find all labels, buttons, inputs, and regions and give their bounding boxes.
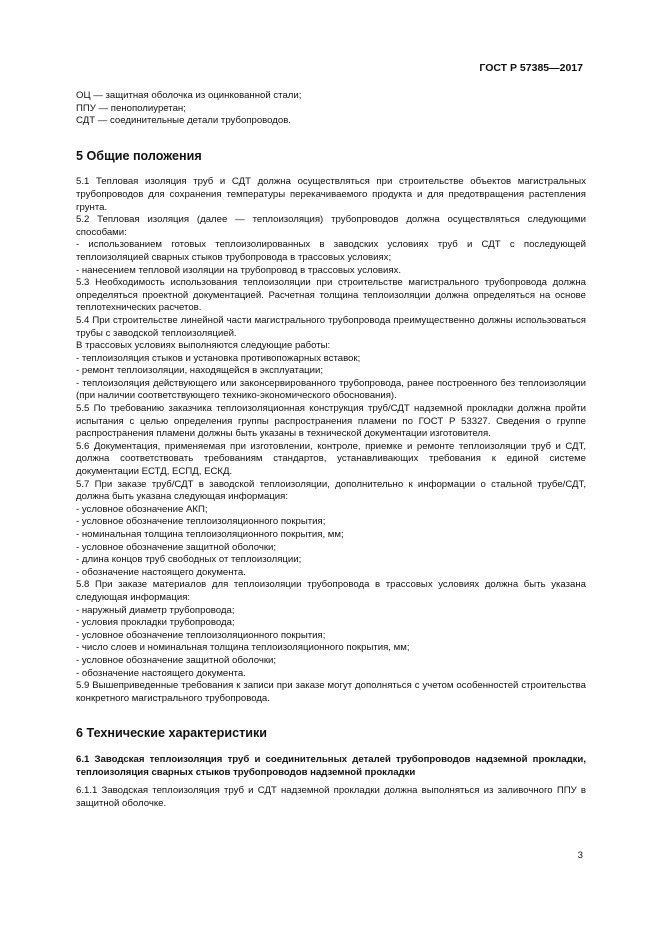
- list-item: - теплоизоляция действующего или законсервированного трубопровода, ранее построенного без теплоизоляции (при наличии соответствующего технико-экономического обоснования).: [76, 377, 586, 402]
- section-5-body: [76, 176, 586, 705]
- list-item: - условное обозначение теплоизоляционного покрытия;: [76, 516, 326, 528]
- list-item: - нанесением тепловой изоляции на трубопровод в трассовых условиях.: [76, 264, 402, 276]
- list-item: - номинальная толщина теплоизоляционного покрытия, мм;: [76, 529, 344, 540]
- document-code: ГОСТ Р 57385—2017: [479, 62, 583, 74]
- abbreviation-item: ОЦ — защитная оболочка из оцинкованной стали;: [76, 90, 302, 101]
- paragraph: 5.7 При заказе труб/СДТ в заводской теплоизоляции, дополнительно к информации о стальной трубе/СДТ, должна быть указана следующая информация:: [76, 478, 586, 503]
- paragraph: 5.8 При заказе материалов для теплоизоляции трубопровода в трассовых условиях должна быть указана следующая информация:: [76, 579, 586, 603]
- page-number: 3: [577, 850, 583, 861]
- abbreviation-item: СДТ — соединительные детали трубопроводов.: [76, 115, 291, 127]
- section-5-title: 5 Общие положения: [76, 148, 202, 163]
- page-content: [76, 90, 586, 810]
- abbreviation-list: [76, 90, 586, 128]
- list-item: - условное обозначение защитной оболочки;: [76, 541, 277, 553]
- list-item: - обозначение настоящего документа.: [76, 667, 246, 679]
- list-item: - условное обозначение теплоизоляционного покрытия;: [76, 629, 326, 641]
- paragraph: В трассовых условиях выполняются следующие работы:: [76, 340, 331, 352]
- subsection-6-1-title: 6.1 Заводская теплоизоляция труб и соединительных деталей трубопроводов надземной прокладки, теплоизоляция сварных стыков трубопроводов надземной прокладки: [76, 753, 586, 778]
- paragraph: 5.5 По требованию заказчика теплоизоляционная конструкция труб/СДТ надземной прокладки должна пройти испытания с целью определения группы распространения пламени по ГОСТ Р 53327. Сведения о группе распространения пламени должны быть указаны в технической документации изготовителя.: [76, 403, 586, 440]
- list-item: - ремонт теплоизоляции, находящейся в эксплуатации;: [76, 365, 324, 377]
- list-item: - условное обозначение защитной оболочки;: [76, 654, 277, 666]
- paragraph: 5.2 Тепловая изоляция (далее — теплоизоляция) трубопроводов должна осуществляться следующими способами:: [76, 214, 586, 238]
- list-item: - длина концов труб свободных от теплоизоляции;: [76, 554, 302, 566]
- paragraph: 5.3 Необходимость использования теплоизоляции при строительстве магистрального трубопровода должна определяться проектной документацией. Расчетная толщина теплоизоляции должна определяться на основе теплотехнических расчетов.: [76, 277, 586, 314]
- paragraph: 5.6 Документация, применяемая при изготовлении, контроле, приемке и ремонте теплоизоляции труб и СДТ, должна соответствовать требованиям стандартов, устанавливающих требования к единой системе документации ЕСТД, ЕСПД, ЕСКД.: [76, 440, 586, 478]
- list-item: - обозначение настоящего документа.: [76, 566, 246, 578]
- list-item: - теплоизоляция стыков и установка противопожарных вставок;: [76, 352, 361, 364]
- list-item: - число слоев и номинальная толщина теплоизоляционного покрытия, мм;: [76, 642, 410, 654]
- list-item: - использованием готовых теплоизолированных в заводских условиях труб и СДТ с последующей теплоизоляцией сварных стыков трубопровода в трассовых условиях;: [76, 239, 586, 263]
- paragraph: 5.9 Вышеприведенные требования к записи при заказе могут дополняться с учетом особенностей строительства конкретного магистрального трубопровода.: [76, 680, 586, 704]
- abbreviation-item: ППУ — пенополиуретан;: [76, 102, 186, 114]
- paragraph: 5.4 При строительстве линейной части магистрального трубопровода преимущественно должны использоваться трубы с заводской теплоизоляцией.: [76, 314, 586, 339]
- paragraph: 6.1.1 Заводская теплоизоляция труб и СДТ надземной прокладки должна выполняться из заливочного ППУ в защитной оболочке.: [76, 785, 586, 809]
- section-6-title: 6 Технические характеристики: [76, 726, 268, 741]
- list-item: - наружный диаметр трубопровода;: [76, 604, 235, 616]
- list-item: - условия прокладки трубопровода;: [76, 617, 235, 629]
- paragraph: 5.1 Тепловая изоляция труб и СДТ должна осуществляться при строительстве объектов магистральных трубопроводов для сохранения температуры перекачиваемого продукта и для предотвращения растепления грунта.: [76, 176, 586, 213]
- list-item: - условное обозначение АКП;: [76, 503, 208, 515]
